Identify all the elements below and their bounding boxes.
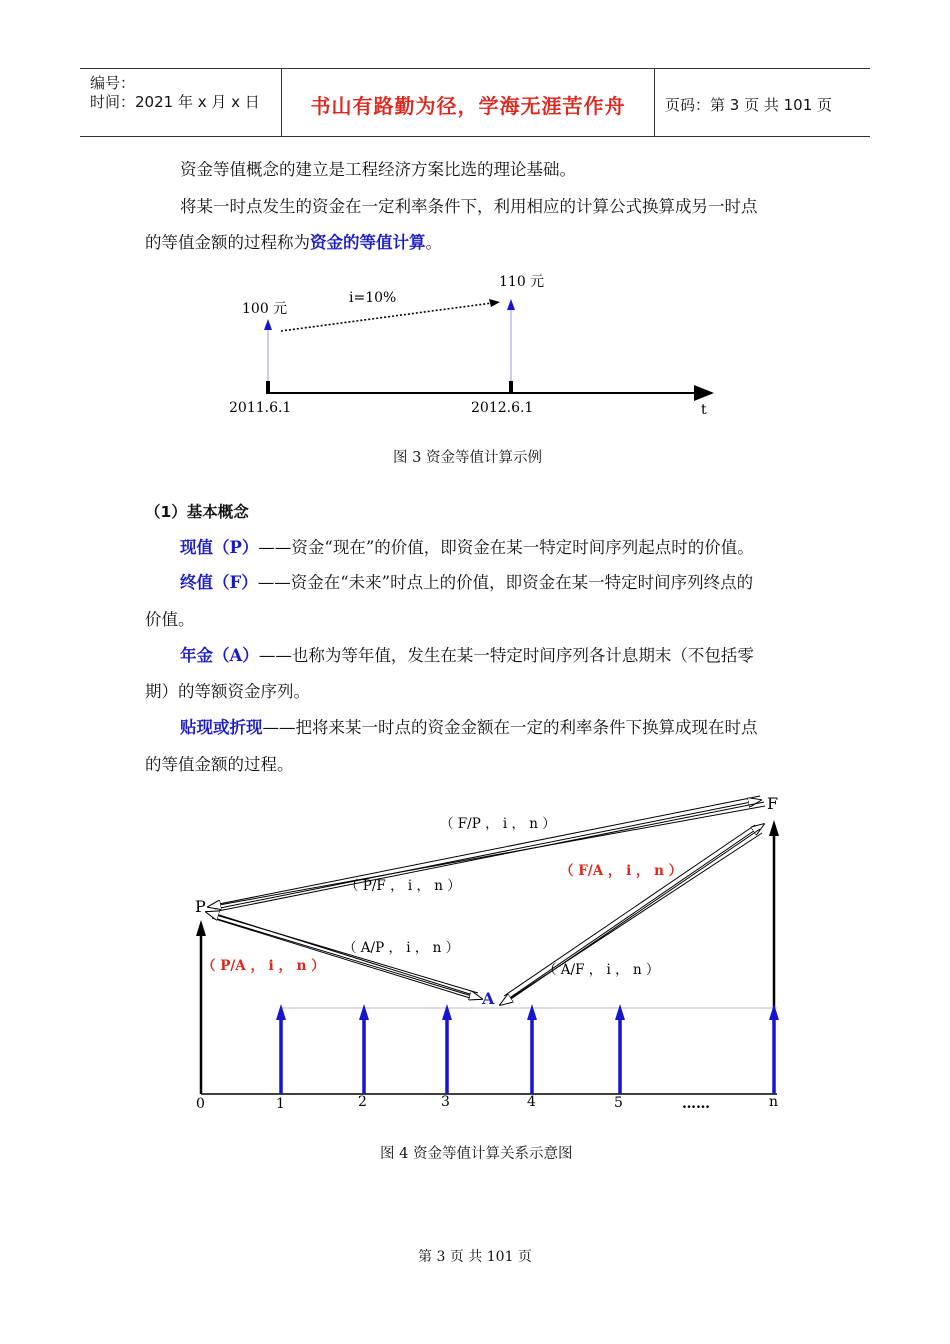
tick-4: 4 (527, 1094, 536, 1110)
figure3-caption: 图 3 资金等值计算示例 (393, 450, 542, 466)
def-future-value: 终值（F）——资金在“未来”时点上的价值，即资金在某一特定时间序列终点的 (180, 573, 754, 592)
axis-label-t: t (701, 402, 707, 418)
label-f: F (767, 794, 779, 813)
header-top-rule (80, 68, 870, 69)
right-amount: 110 元 (499, 274, 545, 290)
figure4-caption: 图 4 资金等值计算关系示意图 (380, 1146, 573, 1162)
label-a-f: （ A/F ， i ， n ） (543, 962, 660, 978)
def-discount-cont: 的等值金额的过程。 (145, 755, 294, 774)
label-p: P (195, 897, 206, 916)
rate-label: i=10% (349, 290, 397, 306)
intro-line: 将某一时点发生的资金在一定利率条件下，利用相应的计算公式换算成另一时点 (180, 197, 758, 216)
code-label: 编号： (90, 74, 136, 92)
tick-5: 5 (614, 1095, 623, 1111)
page-info: 页码：第 3 页 共 101 页 (665, 96, 833, 114)
page-footer: 第 3 页 共 101 页 (418, 1249, 532, 1265)
tick-ellipsis: …… (682, 1096, 710, 1112)
left-date: 2011.6.1 (229, 400, 292, 416)
date-label: 时间：2021 年 x 月 x 日 (90, 93, 260, 111)
header-motto: 书山有路勤为径，学海无涯苦作舟 (310, 94, 626, 118)
label-a: A (482, 989, 495, 1008)
def-annuity-cont: 期）的等额资金序列。 (145, 682, 310, 701)
intro-line: 资金等值概念的建立是工程经济方案比选的理论基础。 (180, 160, 576, 179)
annuity-arrows (276, 1004, 779, 1094)
tick-2: 2 (358, 1094, 367, 1110)
tick-0: 0 (196, 1096, 205, 1112)
label-f-a: （ F/A ， i ， n ） (560, 863, 683, 879)
header-divider (654, 68, 655, 136)
label-a-p: （ A/P ， i ， n ） (343, 940, 460, 956)
header-bottom-rule (80, 136, 870, 137)
tick-3: 3 (441, 1094, 450, 1110)
label-p-f: （ P/F ， i ， n ） (345, 878, 461, 894)
figure3-diagram (0, 260, 950, 430)
def-present-value: 现值（P）——资金“现在”的价值，即资金在某一特定时间序列起点时的价值。 (180, 538, 754, 557)
def-future-value-cont: 价值。 (145, 610, 195, 629)
tick-2011 (266, 381, 270, 394)
tick-2012 (509, 381, 513, 394)
tick-1: 1 (276, 1096, 285, 1112)
tick-n: n (769, 1094, 779, 1110)
right-date: 2012.6.1 (471, 400, 534, 416)
rate-arrow (281, 303, 492, 331)
left-amount: 100 元 (242, 301, 288, 317)
intro-line: 的等值金额的过程称为资金的等值计算。 (145, 233, 442, 252)
def-annuity: 年金（A）——也称为等年值，发生在某一特定时间序列各计息期末（不包括零 (180, 646, 754, 665)
section-heading: （1）基本概念 (145, 503, 249, 521)
label-f-p: （ F/P ， i ， n ） (440, 816, 556, 832)
label-p-a: （ P/A ， i ， n ） (202, 958, 325, 974)
term-equivalent-calc: 资金的等值计算 (310, 233, 426, 252)
figure4-diagram (0, 780, 950, 1120)
def-discount: 贴现或折现——把将来某一时点的资金金额在一定的利率条件下换算成现在时点 (180, 718, 758, 737)
